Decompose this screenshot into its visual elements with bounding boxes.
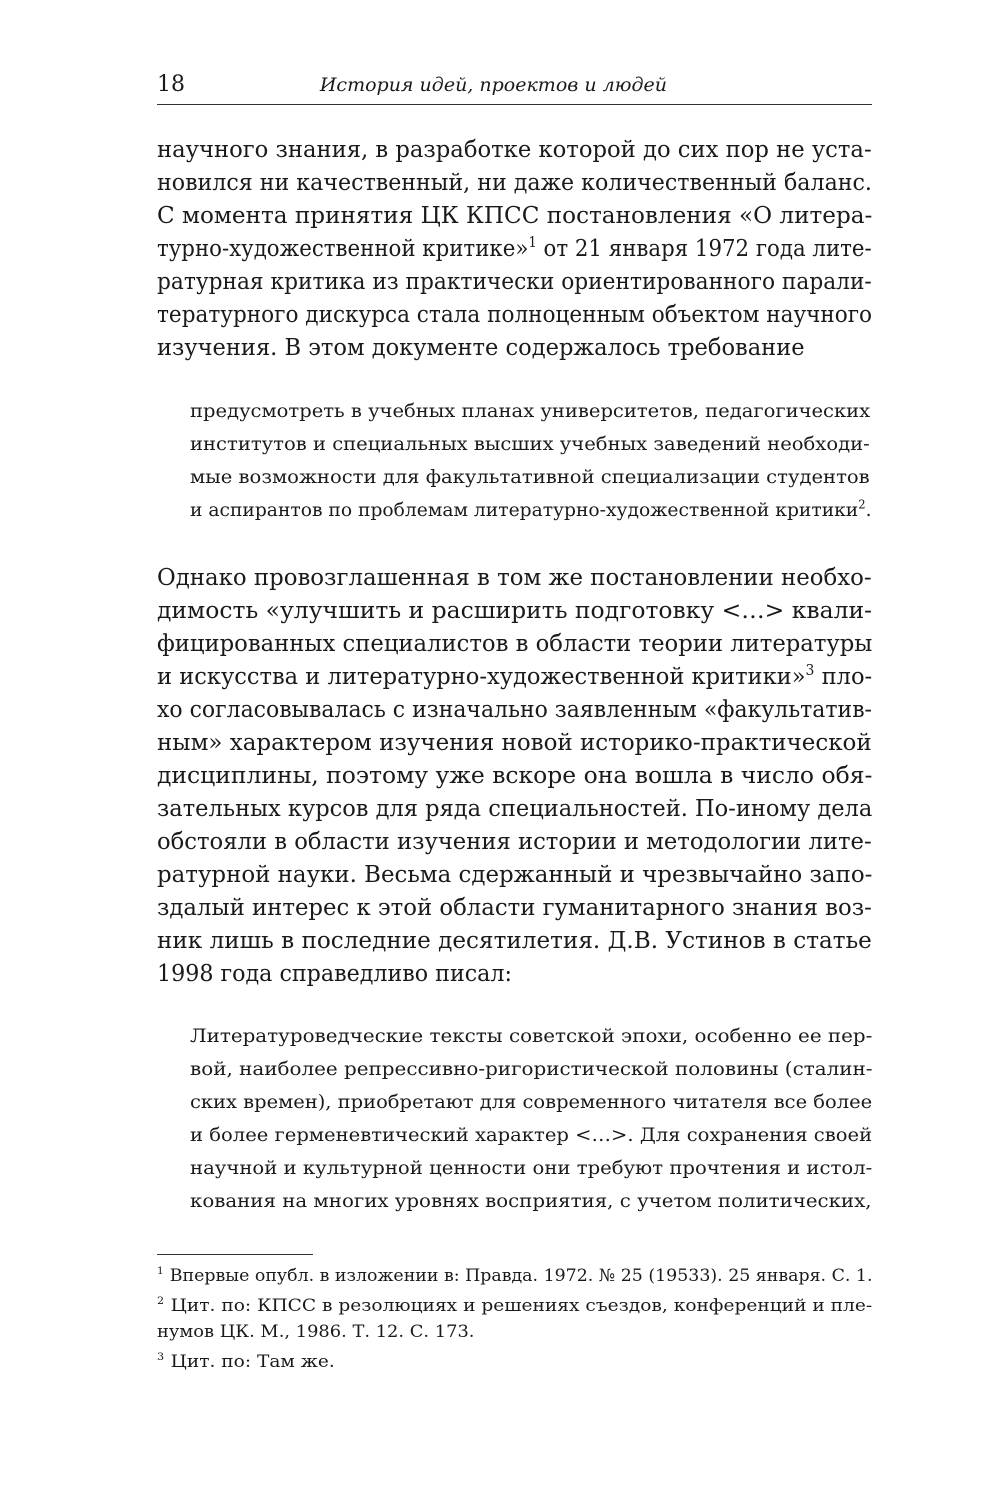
footnote-ref-1[interactable]: 1 [528, 234, 537, 252]
quote-line: Литературоведческие тексты советской эпохи, особенно ее пер- [190, 1025, 873, 1047]
text-line: здалый интерес к этой области гуманитарного знания воз- [157, 893, 872, 921]
footnote-2: $^2$ Цит. по: КПСС в резолюциях и решениях съездов, конференций и пле- [157, 1296, 873, 1316]
running-title: История идей, проектов и людей [319, 74, 667, 96]
text-line: научного знания, в разработке которой до сих пор не уста- [157, 135, 872, 163]
quote-line: институтов и специальных высших учебных заведений необходи- [190, 433, 870, 455]
quote-line: и аспирантов по проблемам литературно-художественной критики$^2$. [190, 497, 872, 521]
text-line: 1998 года справедливо писал: [157, 959, 512, 987]
text-line: ным» характером изучения новой историко-практической [157, 728, 872, 756]
quote-line: вой, наиболее репрессивно-ригористической половины (сталин- [190, 1058, 873, 1080]
text-line: изучения. В этом документе содержалось требование [157, 333, 805, 361]
text-line: Однако провозглашенная в том же постановлении необхо- [157, 563, 872, 591]
quote-line: кования на многих уровнях восприятия, с учетом политических, [190, 1190, 872, 1212]
text-line: турно-художественной критике»$^1$ от 21 января 1972 года лите- [157, 234, 872, 262]
text-line: фицированных специалистов в области теории литературы [157, 629, 873, 657]
text-line: ратурная критика из практически ориентированного парали- [157, 267, 872, 295]
quote-line: ских времен), приобретают для современного читателя все более [190, 1091, 873, 1113]
text-line: зательных курсов для ряда специальностей. По-иному дела [157, 794, 873, 822]
footnote-ref-2[interactable]: 2 [858, 497, 866, 512]
footnote-mark: 3 [157, 1352, 165, 1364]
text-line: дисциплины, поэтому уже вскоре она вошла в число обя- [157, 761, 873, 789]
quote-line: предусмотреть в учебных планах университетов, педагогических [190, 400, 871, 422]
text-line: и искусства и литературно-художественной критики»$^3$ пло- [157, 662, 873, 690]
footnote-ref-3[interactable]: 3 [805, 662, 815, 680]
footnote-mark: 1 [157, 1266, 164, 1278]
running-header [157, 70, 872, 105]
footnote-3: $^3$ Цит. по: Там же. [157, 1352, 335, 1372]
footnote-2-continued: нумов ЦК. М., 1986. Т. 12. С. 173. [157, 1322, 475, 1342]
text-line: новился ни качественный, ни даже количественный баланс. [157, 168, 872, 196]
quote-line: научной и культурной ценности они требуют прочтения и истол- [190, 1157, 873, 1179]
quote-line: мые возможности для факультативной специализации студентов [190, 466, 870, 488]
text-line: димость «улучшить и расширить подготовку <…> квали- [157, 596, 873, 624]
text-line: С момента принятия ЦК КПСС постановления «О литера- [157, 201, 873, 229]
footnote-1: $^1$ Впервые опубл. в изложении в: Правда. 1972. № 25 (19533). 25 января. С. 1. [157, 1266, 873, 1286]
quote-line: и более герменевтический характер <…>. Для сохранения своей [190, 1124, 873, 1146]
page-number: 18 [157, 72, 185, 97]
footnote-mark: 2 [157, 1296, 165, 1308]
text-line: тературного дискурса стала полноценным объектом научного [157, 300, 873, 328]
text-line: хо согласовывалась с изначально заявленным «факультатив- [157, 695, 872, 723]
text-line: ник лишь в последние десятилетия. Д.В. Устинов в статье [157, 926, 872, 954]
text-line: ратурной науки. Весьма сдержанный и чрезвычайно запо- [157, 860, 873, 888]
text-line: обстояли в области изучения истории и методологии лите- [157, 827, 872, 855]
footnote-divider [157, 1254, 313, 1255]
